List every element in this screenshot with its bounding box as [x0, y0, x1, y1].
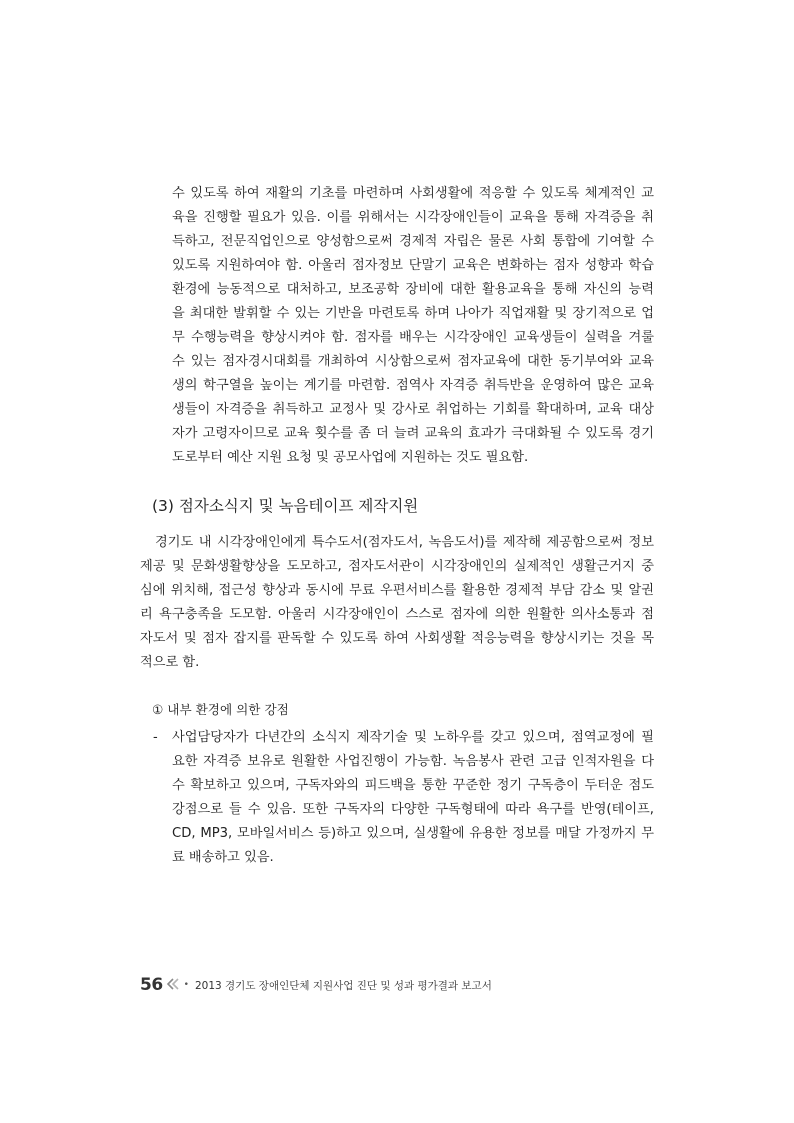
- text-line: 자도서 및 점자 잡지를 판독할 수 있도록 하여 사회생활 적응능력을 향상시키는 것을 목: [140, 631, 654, 646]
- text-line: 도로부터 예산 지원 요청 및 공모사업에 지원하는 것도 필요함.: [172, 450, 529, 465]
- bullet-paragraph: [172, 730, 654, 870]
- text-line: 요한 자격증 보유로 원활한 사업진행이 가능함. 녹음봉사 관련 고급 인적자원을 다: [172, 754, 654, 769]
- text-line: 무 수행능력을 향상시켜야 함. 점자를 배우는 시각장애인 교육생들이 실력을 겨룰: [172, 330, 654, 345]
- text-line: 경기도 내 시각장애인에게 특수도서(점자도서, 녹음도서)를 제작해 제공함으로써 정보: [155, 535, 654, 550]
- text-line: 있도록 지원하여야 함. 아울러 점자정보 단말기 교육은 변화하는 점자 성향과 학습: [172, 258, 654, 273]
- text-line: 생의 학구열을 높이는 계기를 마련함. 점역사 자격증 취득반을 운영하여 많은 교육: [172, 378, 654, 393]
- double-chevron-left-icon: [166, 976, 180, 995]
- section-paragraph: [140, 535, 654, 675]
- text-line: 생들이 자격증을 취득하고 교정사 및 강사로 취업하는 기회를 확대하며, 교육 대상: [172, 402, 654, 417]
- text-line: 심에 위치해, 접근성 향상과 동시에 무료 우편서비스를 활용한 경제적 부담 감소 및 알권: [140, 583, 654, 598]
- text-line: 수 확보하고 있으며, 구독자와의 피드백을 통한 꾸준한 정기 구독층이 두터운 점도: [172, 778, 654, 793]
- text-line: 사업담당자가 다년간의 소식지 제작기술 및 노하우를 갖고 있으며, 점역교정에 필: [172, 730, 654, 745]
- text-line: 료 배송하고 있음.: [172, 850, 274, 865]
- page-footer: [140, 975, 492, 995]
- text-line: 육을 진행할 필요가 있음. 이를 위해서는 시각장애인들이 교육을 통해 자격증을 취: [172, 210, 654, 225]
- text-line: 득하고, 전문직업인으로 양성함으로써 경제적 자립은 물론 사회 통합에 기여할 수: [172, 234, 654, 249]
- text-line: 강점으로 들 수 있음. 또한 구독자의 다양한 구독형태에 따라 욕구를 반영(테이프,: [172, 802, 654, 817]
- subheading: ① 내부 환경에 의한 강점: [152, 702, 289, 717]
- text-line: 자가 고령자이므로 교육 횟수를 좀 더 늘려 교육의 효과가 극대화될 수 있도록 경기: [172, 426, 654, 441]
- text-line: 수 있도록 하여 재활의 기초를 마련하며 사회생활에 적응할 수 있도록 체계적인 교: [172, 186, 654, 201]
- report-title: 2013 경기도 장애인단체 지원사업 진단 및 성과 평가결과 보고서: [194, 979, 492, 992]
- top-paragraph: [172, 186, 654, 476]
- text-line: 적으로 함.: [140, 655, 200, 670]
- text-line: 을 최대한 발휘할 수 있는 기반을 마련토록 하며 나아가 직업재활 및 장기적으로 업: [172, 306, 654, 321]
- page-number: 56: [140, 975, 163, 995]
- section-heading: (3) 점자소식지 및 녹음테이프 제작지원: [152, 497, 419, 515]
- footer-bullet: •: [183, 980, 189, 990]
- dash-bullet: -: [153, 730, 158, 745]
- text-line: 수 있는 점자경시대회를 개최하여 시상함으로써 점자교육에 대한 동기부여와 교육: [172, 354, 654, 369]
- text-line: 리 욕구충족을 도모함. 아울러 시각장애인이 스스로 점자에 의한 원활한 의사소통과 점: [140, 607, 654, 622]
- text-line: 환경에 능동적으로 대처하고, 보조공학 장비에 대한 활용교육을 통해 자신의 능력: [172, 282, 654, 297]
- text-line: CD, MP3, 모바일서비스 등)하고 있으며, 실생활에 유용한 정보를 매달 가정까지 무: [172, 826, 654, 841]
- text-line: 제공 및 문화생활향상을 도모하고, 점자도서관이 시각장애인의 실제적인 생활근거지 중: [140, 559, 654, 574]
